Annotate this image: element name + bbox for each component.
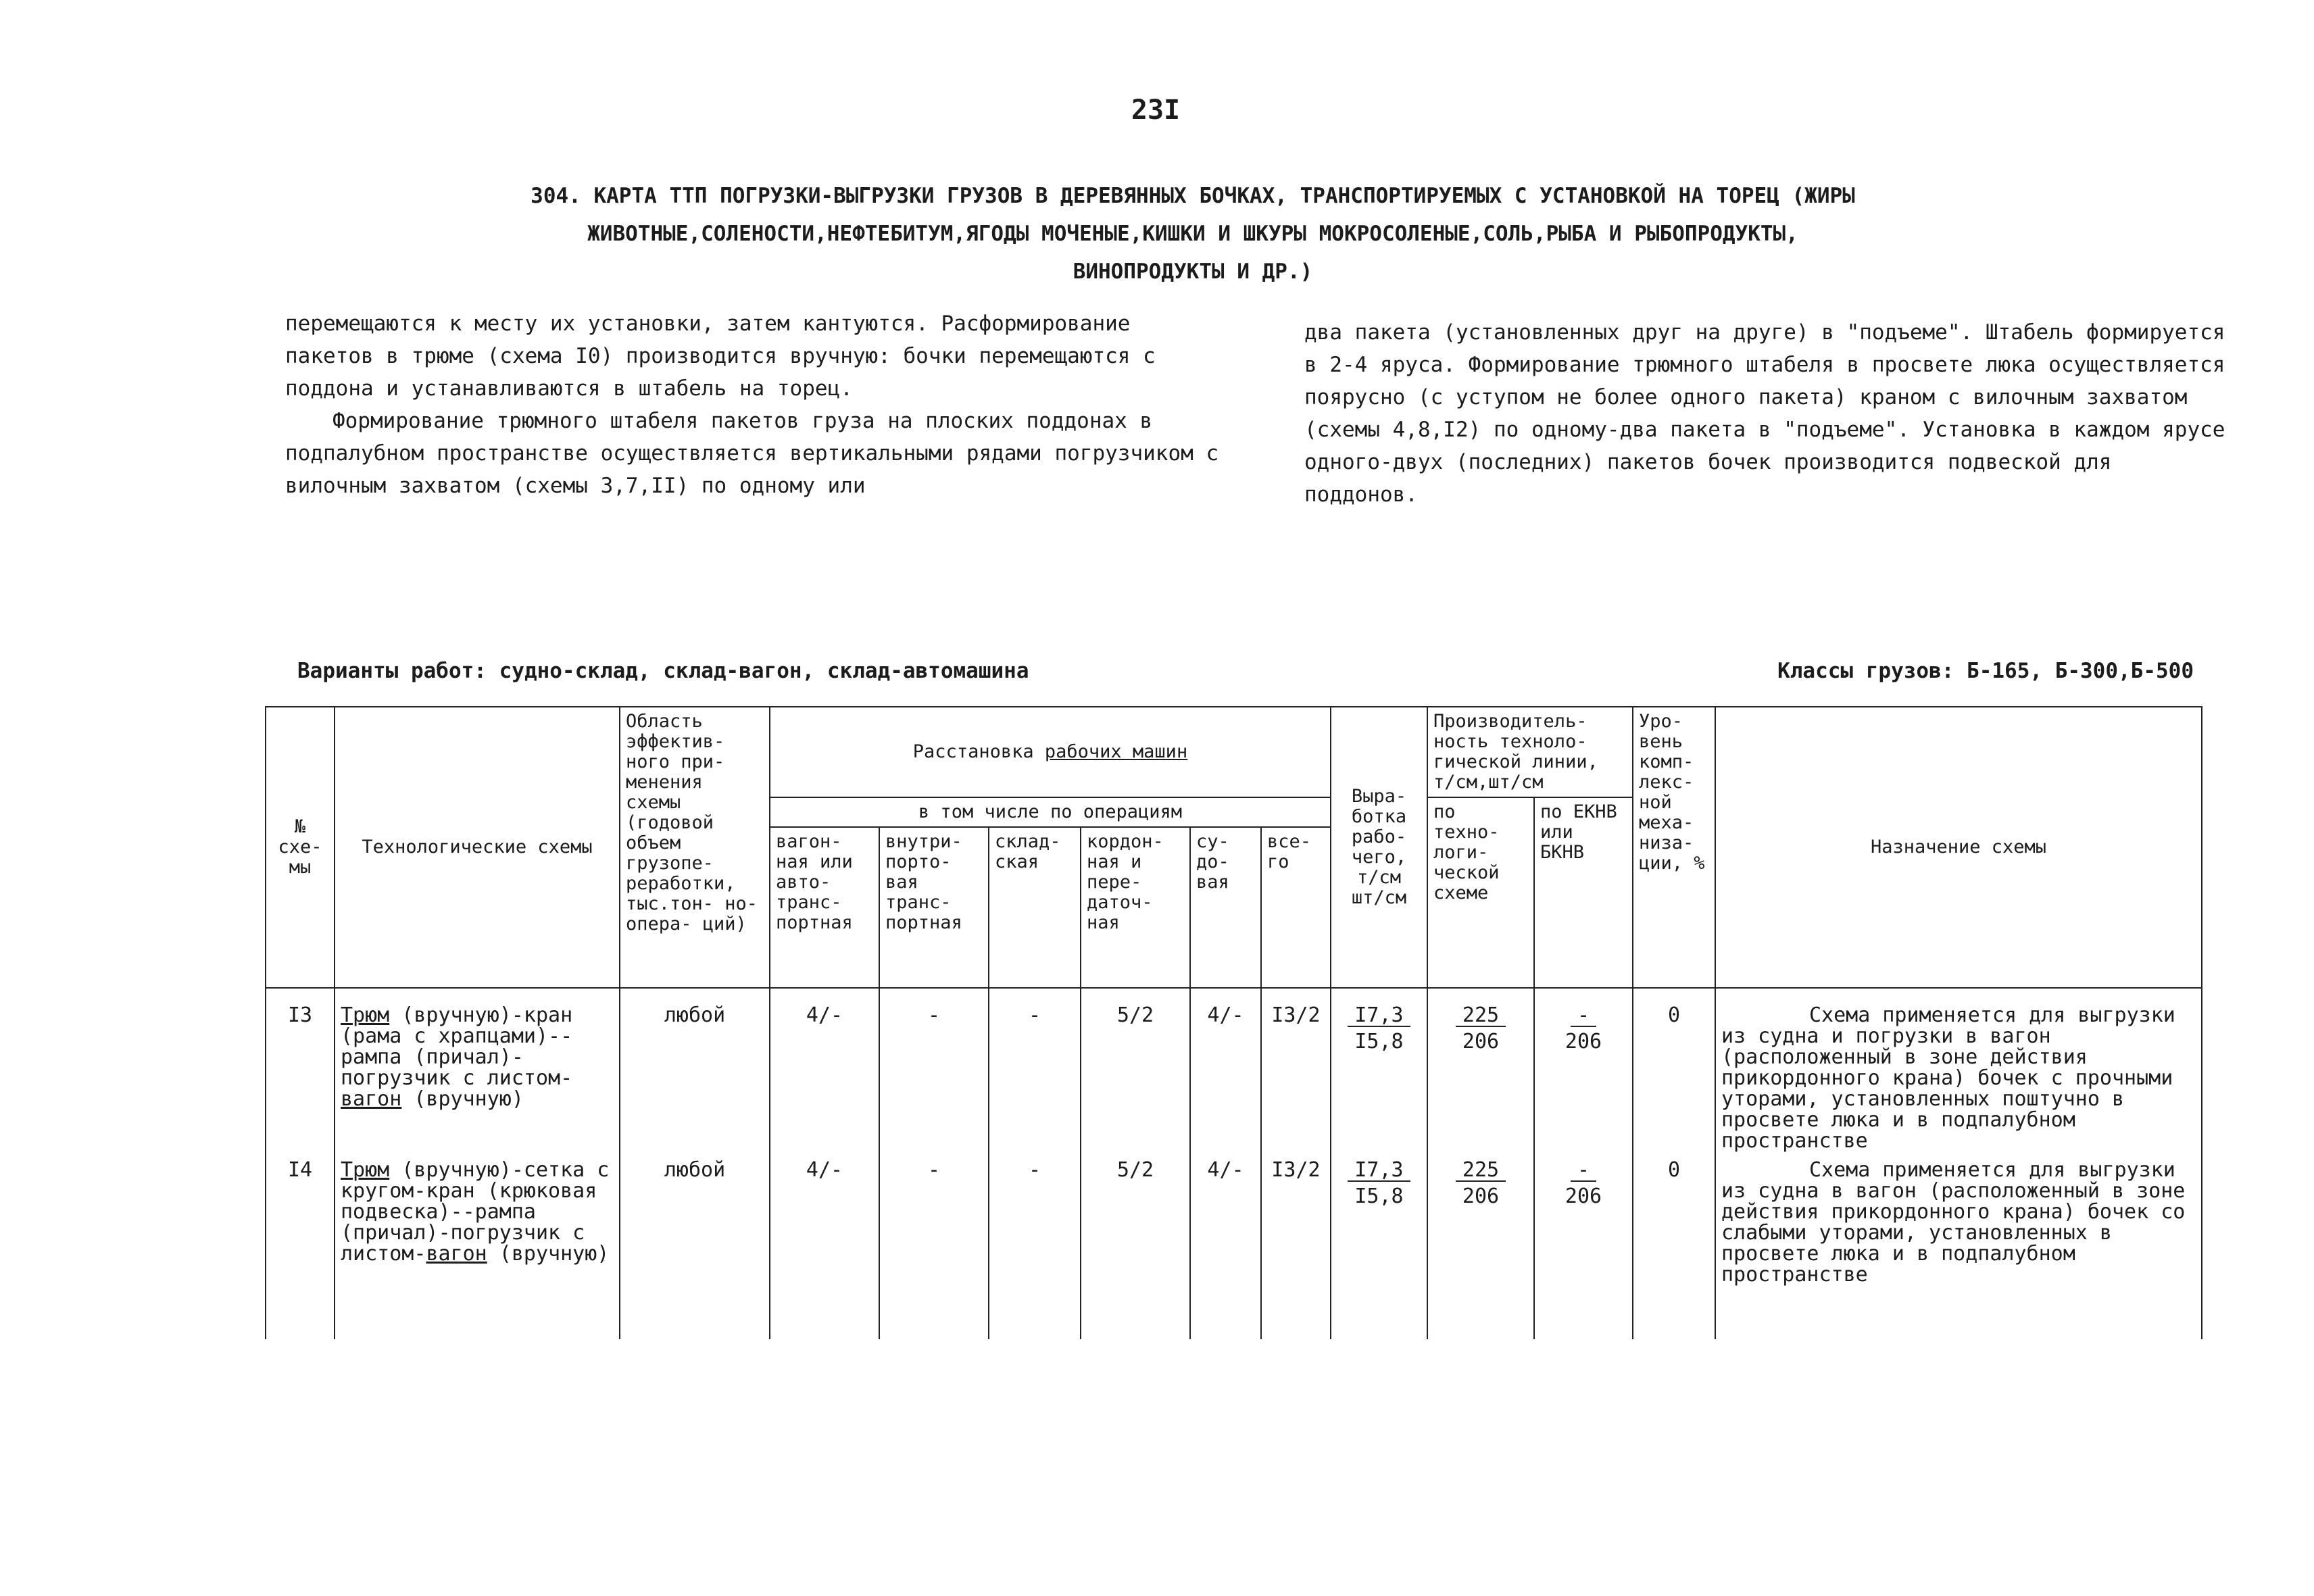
tech-hold: Трюм bbox=[341, 1158, 390, 1182]
row-prod-eknv bbox=[1534, 1155, 1633, 1339]
header-op-wagon: вагон- ная или авто- транс- портная bbox=[770, 827, 879, 988]
row-purpose: Схема применяется для выгрузки из судна и погрузки в вагон (расположенный в зоне действия прикордонного крана) бочек с прочными уторами, установленных поштучно в просвете люка и в подпалубном пространстве bbox=[1715, 988, 2202, 1155]
row-prod-scheme bbox=[1427, 1155, 1534, 1339]
prod-scheme-t: 225 bbox=[1456, 1159, 1506, 1182]
tech-wagon: вагон bbox=[426, 1242, 487, 1266]
row-op-wagon: 4/- bbox=[770, 1155, 879, 1339]
header-placement-label: Расстановка bbox=[912, 741, 1034, 762]
row-purpose: Схема применяется для выгрузки из судна в вагон (расположенный в зоне действия прикордонного крана) бочек со слабыми уторами, установленных в просвете люка и в подпалубном пространстве bbox=[1715, 1155, 2202, 1339]
row-op-ship: 4/- bbox=[1190, 1155, 1261, 1339]
tech-middle: (вручную)-кран (рама с храпцами)--рампа (причал)-погрузчик с листом- bbox=[341, 1003, 573, 1090]
output-t: I7,3 bbox=[1348, 1005, 1410, 1027]
work-variants: Варианты работ: судно-склад, склад-вагон, склад-автомашина bbox=[297, 659, 1029, 683]
output-t: I7,3 bbox=[1348, 1159, 1410, 1182]
row-op-ship: 4/- bbox=[1190, 988, 1261, 1155]
row-op-warehouse: - bbox=[989, 988, 1081, 1155]
prod-eknv-pcs: 206 bbox=[1565, 1184, 1602, 1208]
header-line-productivity: Производитель- ность техноло- гической линии, т/см,шт/см bbox=[1427, 707, 1633, 797]
cargo-classes: Классы грузов: Б-165, Б-300,Б-500 bbox=[1777, 659, 2194, 683]
prod-scheme-t: 225 bbox=[1456, 1005, 1506, 1027]
table-row bbox=[266, 988, 2202, 1155]
prod-eknv-t: - bbox=[1571, 1159, 1596, 1182]
left-text-column bbox=[285, 307, 1225, 502]
header-placement-machines: рабочих машин bbox=[1044, 741, 1188, 762]
row-op-internal: - bbox=[879, 1155, 989, 1339]
right-text-column bbox=[1304, 316, 2237, 511]
row-mechanization: 0 bbox=[1633, 988, 1715, 1155]
tech-end: (вручную) bbox=[487, 1242, 610, 1266]
tech-end: (вручную) bbox=[401, 1087, 524, 1111]
header-worker-output: Выра- ботка рабо- чего, т/см шт/см bbox=[1331, 707, 1427, 988]
row-op-kordon: 5/2 bbox=[1081, 988, 1190, 1155]
title-line-3: ВИНОПРОДУКТЫ И ДР.) bbox=[1073, 259, 1313, 284]
title-line-1: 304. КАРТА ТТП ПОГРУЗКИ-ВЫГРУЗКИ ГРУЗОВ В ДЕРЕВЯННЫХ БОЧКАХ, ТРАНСПОРТИРУЕМЫХ С УСТАНОВКОЙ НА ТОРЕЦ (ЖИРЫ bbox=[531, 184, 1855, 208]
row-area: любой bbox=[620, 1155, 770, 1339]
header-by-operations: в том числе по операциям bbox=[770, 797, 1331, 827]
left-paragraph-1: перемещаются к месту их установки, затем кантуются. Расформирование пакетов в трюме (схема I0) производится вручную: бочки перемещаются с поддона и устанавливаются в штабель на торец. bbox=[285, 311, 1156, 401]
row-prod-eknv bbox=[1534, 988, 1633, 1155]
table-row bbox=[266, 1155, 2202, 1339]
header-scheme-purpose: Назначение схемы bbox=[1715, 707, 2202, 988]
output-pcs: I5,8 bbox=[1354, 1030, 1404, 1053]
row-op-internal: - bbox=[879, 988, 989, 1155]
row-tech-scheme bbox=[335, 988, 620, 1155]
row-number: I4 bbox=[266, 1155, 335, 1339]
header-application-area: Область эффектив- ного при- менения схемы (годовой объем грузопе- реработки, тыс.тон- но-опера- ций) bbox=[620, 707, 770, 988]
prod-scheme-pcs: 206 bbox=[1462, 1030, 1500, 1053]
row-op-wagon: 4/- bbox=[770, 988, 879, 1155]
row-op-warehouse: - bbox=[989, 1155, 1081, 1339]
row-op-total: I3/2 bbox=[1261, 1155, 1331, 1339]
header-tech-schemes: Технологические схемы bbox=[335, 707, 620, 988]
prod-eknv-pcs: 206 bbox=[1565, 1030, 1602, 1053]
header-op-internal: внутри- порто- вая транс- портная bbox=[879, 827, 989, 988]
row-output bbox=[1331, 988, 1427, 1155]
row-output bbox=[1331, 1155, 1427, 1339]
header-mechanization-level: Уро- вень комп- лекс- ной меха- низа- ции, % bbox=[1633, 707, 1715, 988]
output-pcs: I5,8 bbox=[1354, 1184, 1404, 1208]
row-area: любой bbox=[620, 988, 770, 1155]
prod-scheme-pcs: 206 bbox=[1462, 1184, 1500, 1208]
process-table bbox=[265, 706, 2202, 1339]
row-prod-scheme bbox=[1427, 988, 1534, 1155]
document-title bbox=[405, 177, 1980, 291]
header-op-warehouse: склад- ская bbox=[989, 827, 1081, 988]
left-paragraph-2: Формирование трюмного штабеля пакетов груза на плоских поддонах в подпалубном пространстве осуществляется вертикальными рядами погрузчиком с вилочным захватом (схемы 3,7,II) по одному или bbox=[285, 409, 1219, 498]
header-op-ship: су- до- вая bbox=[1190, 827, 1261, 988]
header-machine-placement bbox=[770, 707, 1331, 797]
prod-eknv-t: - bbox=[1571, 1005, 1596, 1027]
header-scheme-number: № схе- мы bbox=[266, 707, 335, 988]
header-prod-by-scheme: по техно- логи- ческой схеме bbox=[1427, 797, 1534, 988]
tech-wagon: вагон bbox=[341, 1087, 402, 1111]
right-paragraph-1: два пакета (установленных друг на друге) в "подъеме". Штабель формируется в 2-4 яруса. Формирование трюмного штабеля в просвете люка осуществляется поярусно (с уступом не более одного пакета) краном с вилочным захватом (схемы 4,8,I2) по одному-два пакета в "подъеме". Установка в каждом ярусе одного-двух (последних) пакетов бочек производится подвеской для поддонов. bbox=[1304, 320, 2225, 507]
header-prod-by-eknv: по ЕКНВ или БКНВ bbox=[1534, 797, 1633, 988]
row-tech-scheme bbox=[335, 1155, 620, 1339]
row-op-total: I3/2 bbox=[1261, 988, 1331, 1155]
title-line-2: ЖИВОТНЫЕ,СОЛЕНОСТИ,НЕФТЕБИТУМ,ЯГОДЫ МОЧЕНЫЕ,КИШКИ И ШКУРЫ МОКРОСОЛЕНЫЕ,СОЛЬ,РЫБА И РЫБОПРОДУКТЫ, bbox=[587, 222, 1798, 246]
header-op-total: все- го bbox=[1261, 827, 1331, 988]
tech-hold: Трюм bbox=[341, 1003, 390, 1027]
row-number: I3 bbox=[266, 988, 335, 1155]
row-mechanization: 0 bbox=[1633, 1155, 1715, 1339]
header-op-kordon: кордон- ная и пере- даточ- ная bbox=[1081, 827, 1190, 988]
page-number: 23I bbox=[1131, 95, 1181, 126]
row-op-kordon: 5/2 bbox=[1081, 1155, 1190, 1339]
tech-middle: (вручную)-сетка с кругом-кран (крюковая подвеска)--рампа (причал)-погрузчик с листом- bbox=[341, 1158, 610, 1266]
